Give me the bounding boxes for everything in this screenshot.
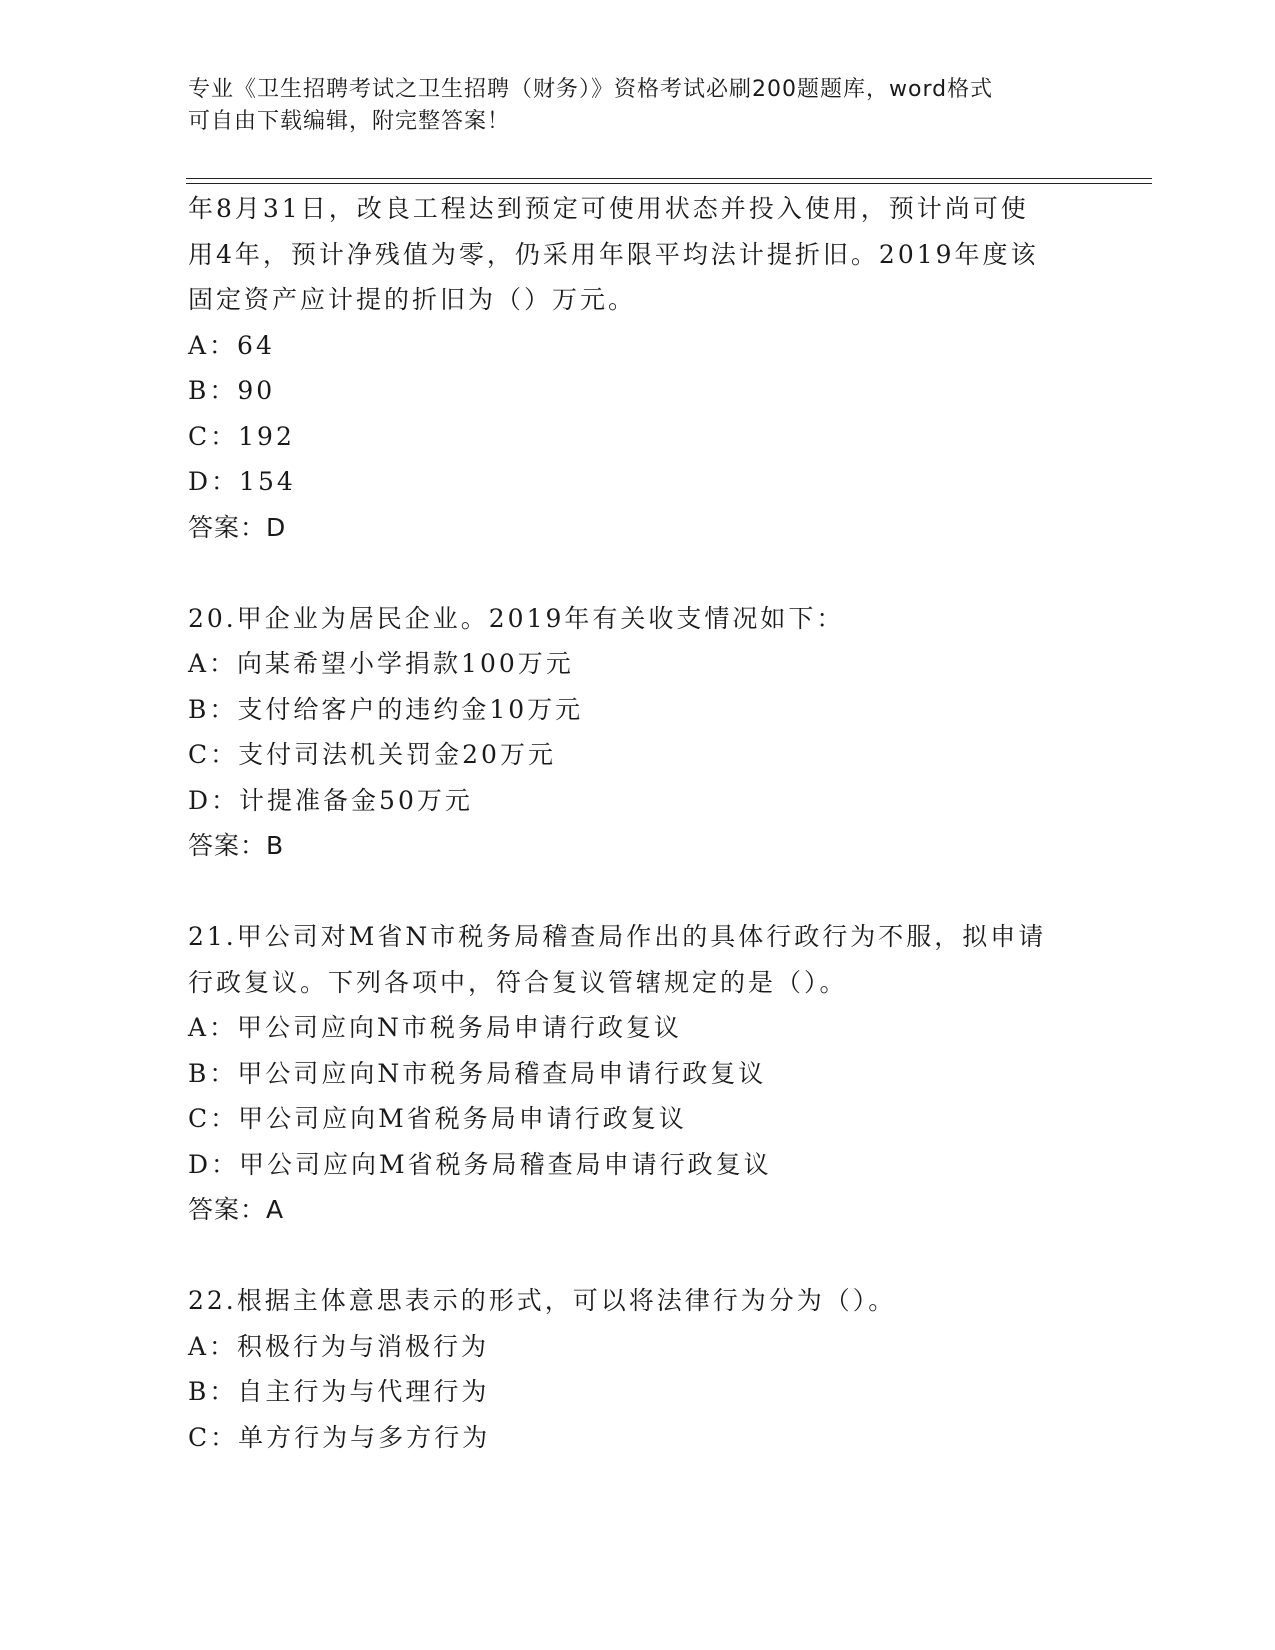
option-b: B：支付给客户的违约金10万元 xyxy=(188,694,584,724)
option-c: C：单方行为与多方行为 xyxy=(188,1422,491,1452)
question-stem-line: 用4年，预计净残值为零，仍采用年限平均法计提折旧。2019年度该 xyxy=(188,239,1039,269)
question-spacer xyxy=(188,550,1088,596)
option-b: B：自主行为与代理行为 xyxy=(188,1377,490,1406)
header-title-line-1: 专业《卫生招聘考试之卫生招聘（财务）》资格考试必刷200题题库，word格式 xyxy=(188,77,994,102)
page-header xyxy=(188,74,1068,138)
answer-line: 答案：D xyxy=(188,512,287,542)
question-stem-line: 固定资产应计提的折旧为（）万元。 xyxy=(188,285,637,314)
option-b: B：甲公司应向N市税务局稽查局申请行政复议 xyxy=(188,1058,767,1088)
option-a: A：甲公司应向N市税务局申请行政复议 xyxy=(188,1013,682,1042)
question-spacer xyxy=(188,1233,1088,1279)
question-stem-line: 行政复议。下列各项中，符合复议管辖规定的是（）。 xyxy=(188,967,848,997)
option-a: A：积极行为与消极行为 xyxy=(188,1331,490,1361)
option-d: D：甲公司应向M省税务局稽查局申请行政复议 xyxy=(188,1149,772,1179)
option-d: D：计提准备金50万元 xyxy=(188,785,473,815)
answer-line: 答案：A xyxy=(188,1195,285,1224)
option-c: C：甲公司应向M省税务局申请行政复议 xyxy=(188,1104,687,1133)
question-19 xyxy=(188,186,1088,550)
header-rule-top xyxy=(186,178,1152,179)
question-stem-line: 20.甲企业为居民企业。2019年有关收支情况如下： xyxy=(188,603,845,633)
option-c: C：192 xyxy=(188,421,295,451)
header-title-line-2: 可自由下载编辑，附完整答案！ xyxy=(188,109,511,134)
option-a: A：64 xyxy=(188,330,275,360)
option-c: C：支付司法机关罚金20万元 xyxy=(188,740,556,769)
question-stem-line: 年8月31日，改良工程达到预定可使用状态并投入使用，预计尚可使 xyxy=(188,194,1029,223)
answer-line: 答案：B xyxy=(188,831,285,860)
question-20 xyxy=(188,596,1088,869)
option-d: D：154 xyxy=(188,467,296,496)
option-b: B：90 xyxy=(188,376,276,405)
question-stem-line: 21.甲公司对M省N市税务局稽查局作出的具体行政行为不服，拟申请 xyxy=(188,922,1047,951)
option-a: A：向某希望小学捐款100万元 xyxy=(188,649,574,678)
question-content xyxy=(188,186,1088,1460)
header-rule-bottom xyxy=(186,183,1152,184)
question-22 xyxy=(188,1278,1088,1460)
question-spacer xyxy=(188,869,1088,915)
question-stem-line: 22.根据主体意思表示的形式，可以将法律行为分为（）。 xyxy=(188,1286,897,1315)
question-21 xyxy=(188,914,1088,1233)
